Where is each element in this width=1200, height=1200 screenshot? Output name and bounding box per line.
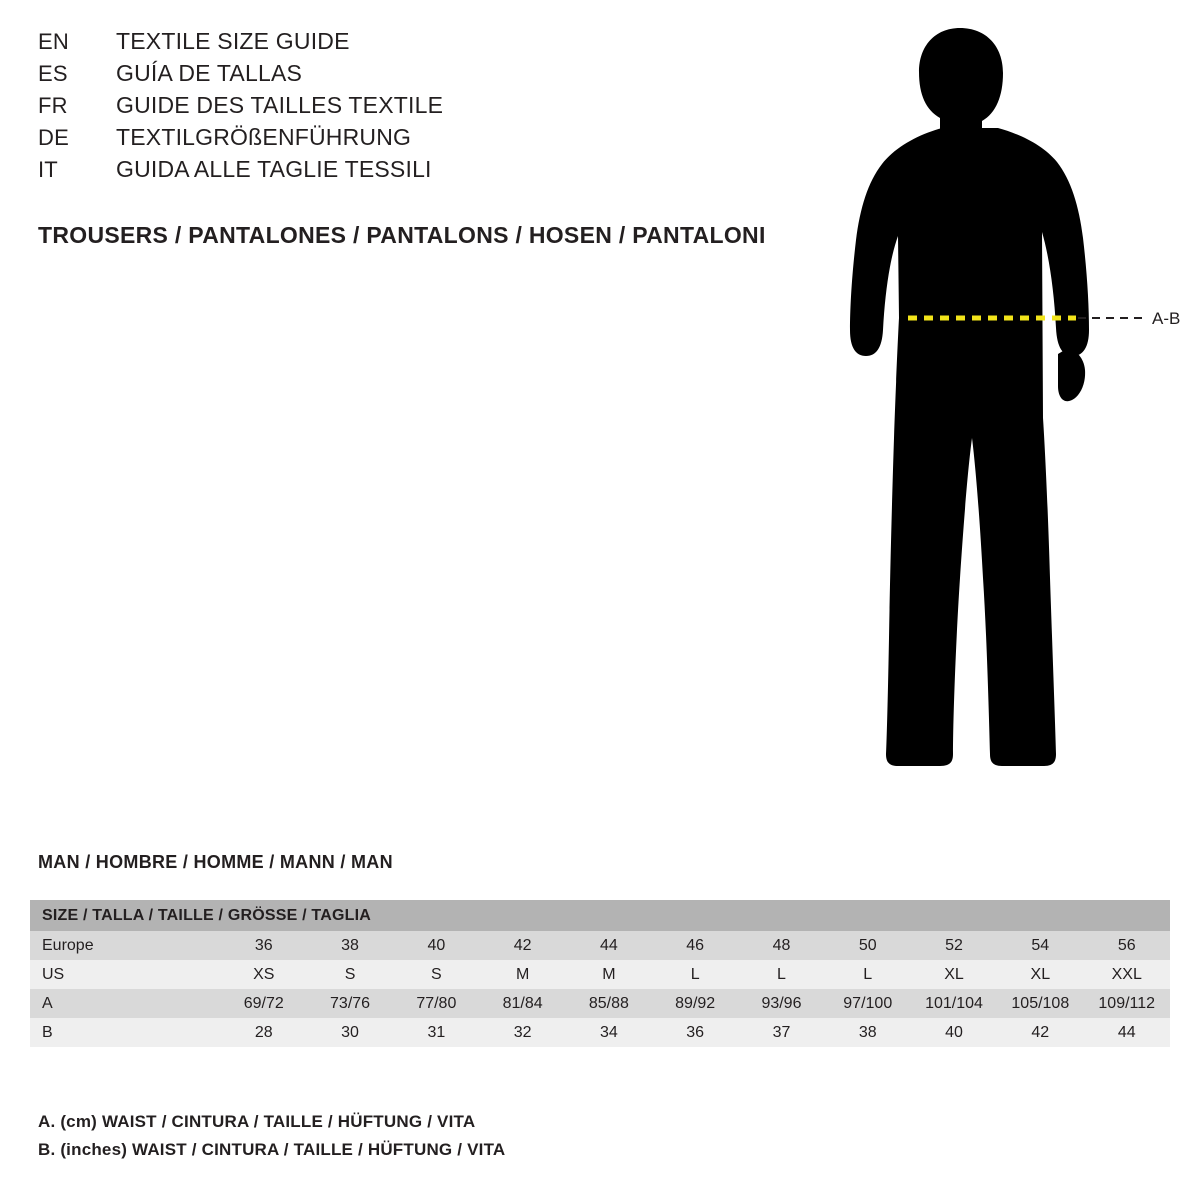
table-cell: 40 xyxy=(393,931,479,960)
language-row xyxy=(38,28,798,60)
language-title: TEXTILGRÖßENFÜHRUNG xyxy=(116,124,412,150)
table-cell: 54 xyxy=(997,931,1083,960)
table-cell: 46 xyxy=(652,931,738,960)
language-title: GUIDA ALLE TAGLIE TESSILI xyxy=(116,156,432,182)
table-row xyxy=(30,989,1170,1018)
man-silhouette-icon xyxy=(850,28,1089,766)
table-cell: 109/112 xyxy=(1083,989,1170,1018)
table-cell: 105/108 xyxy=(997,989,1083,1018)
table-cell: 50 xyxy=(825,931,911,960)
table-cell: 73/76 xyxy=(307,989,393,1018)
table-cell: 77/80 xyxy=(393,989,479,1018)
language-row xyxy=(38,124,798,156)
table-header-row xyxy=(30,900,1170,931)
table-cell: 42 xyxy=(479,931,565,960)
language-title: GUIDE DES TAILLES TEXTILE xyxy=(116,92,444,118)
language-header-block xyxy=(38,28,798,188)
table-cell: XXL xyxy=(1083,960,1170,989)
language-title: TEXTILE SIZE GUIDE xyxy=(116,28,350,54)
table-cell: 36 xyxy=(221,931,307,960)
table-cell: 30 xyxy=(307,1018,393,1047)
table-cell: 32 xyxy=(479,1018,565,1047)
table-cell: 101/104 xyxy=(911,989,997,1018)
measure-label-ab: A-B xyxy=(1152,309,1181,328)
table-cell: 85/88 xyxy=(566,989,652,1018)
table-cell: 93/96 xyxy=(738,989,824,1018)
row-label: Europe xyxy=(30,931,221,960)
size-table xyxy=(30,900,1170,1047)
table-cell: 69/72 xyxy=(221,989,307,1018)
table-cell: S xyxy=(393,960,479,989)
table-cell: 31 xyxy=(393,1018,479,1047)
table-cell: 40 xyxy=(911,1018,997,1047)
row-label: B xyxy=(30,1018,221,1047)
row-label: A xyxy=(30,989,221,1018)
table-cell: 37 xyxy=(738,1018,824,1047)
table-cell: L xyxy=(825,960,911,989)
table-cell: L xyxy=(738,960,824,989)
size-table-wrap xyxy=(30,900,1170,1047)
table-cell: XL xyxy=(997,960,1083,989)
table-section-title: MAN / HOMBRE / HOMME / MANN / MAN xyxy=(38,852,393,872)
language-code: FR xyxy=(38,93,68,118)
table-cell: 56 xyxy=(1083,931,1170,960)
table-cell: 28 xyxy=(221,1018,307,1047)
table-cell: 34 xyxy=(566,1018,652,1047)
table-row xyxy=(30,1018,1170,1047)
table-cell: 52 xyxy=(911,931,997,960)
language-code: IT xyxy=(38,157,58,182)
table-cell: L xyxy=(652,960,738,989)
table-cell: 89/92 xyxy=(652,989,738,1018)
table-cell: S xyxy=(307,960,393,989)
table-row xyxy=(30,931,1170,960)
table-cell: XS xyxy=(221,960,307,989)
table-cell: 42 xyxy=(997,1018,1083,1047)
row-label: US xyxy=(30,960,221,989)
table-row xyxy=(30,960,1170,989)
table-cell: M xyxy=(566,960,652,989)
table-cell: XL xyxy=(911,960,997,989)
language-code: EN xyxy=(38,29,69,54)
table-cell: 97/100 xyxy=(825,989,911,1018)
table-cell: 44 xyxy=(566,931,652,960)
footnote-b: B. (inches) WAIST / CINTURA / TAILLE / HÜFTUNG / VITA xyxy=(38,1140,506,1159)
table-cell: 38 xyxy=(825,1018,911,1047)
footnotes-block xyxy=(38,1108,505,1164)
language-row xyxy=(38,60,798,92)
language-code: ES xyxy=(38,61,68,86)
figure-silhouette xyxy=(800,18,1190,798)
table-header-cell: SIZE / TALLA / TAILLE / GRÖSSE / TAGLIA xyxy=(30,900,1170,931)
table-cell: 81/84 xyxy=(479,989,565,1018)
garment-type-label: TROUSERS / PANTALONES / PANTALONS / HOSEN / PANTALONI xyxy=(38,222,766,248)
table-cell: M xyxy=(479,960,565,989)
table-cell: 38 xyxy=(307,931,393,960)
table-cell: 48 xyxy=(738,931,824,960)
table-cell: 36 xyxy=(652,1018,738,1047)
language-title: GUÍA DE TALLAS xyxy=(116,60,303,86)
language-row xyxy=(38,92,798,124)
table-cell: 44 xyxy=(1083,1018,1170,1047)
footnote-a: A. (cm) WAIST / CINTURA / TAILLE / HÜFTUNG / VITA xyxy=(38,1112,476,1131)
language-row xyxy=(38,156,798,188)
language-code: DE xyxy=(38,125,69,150)
